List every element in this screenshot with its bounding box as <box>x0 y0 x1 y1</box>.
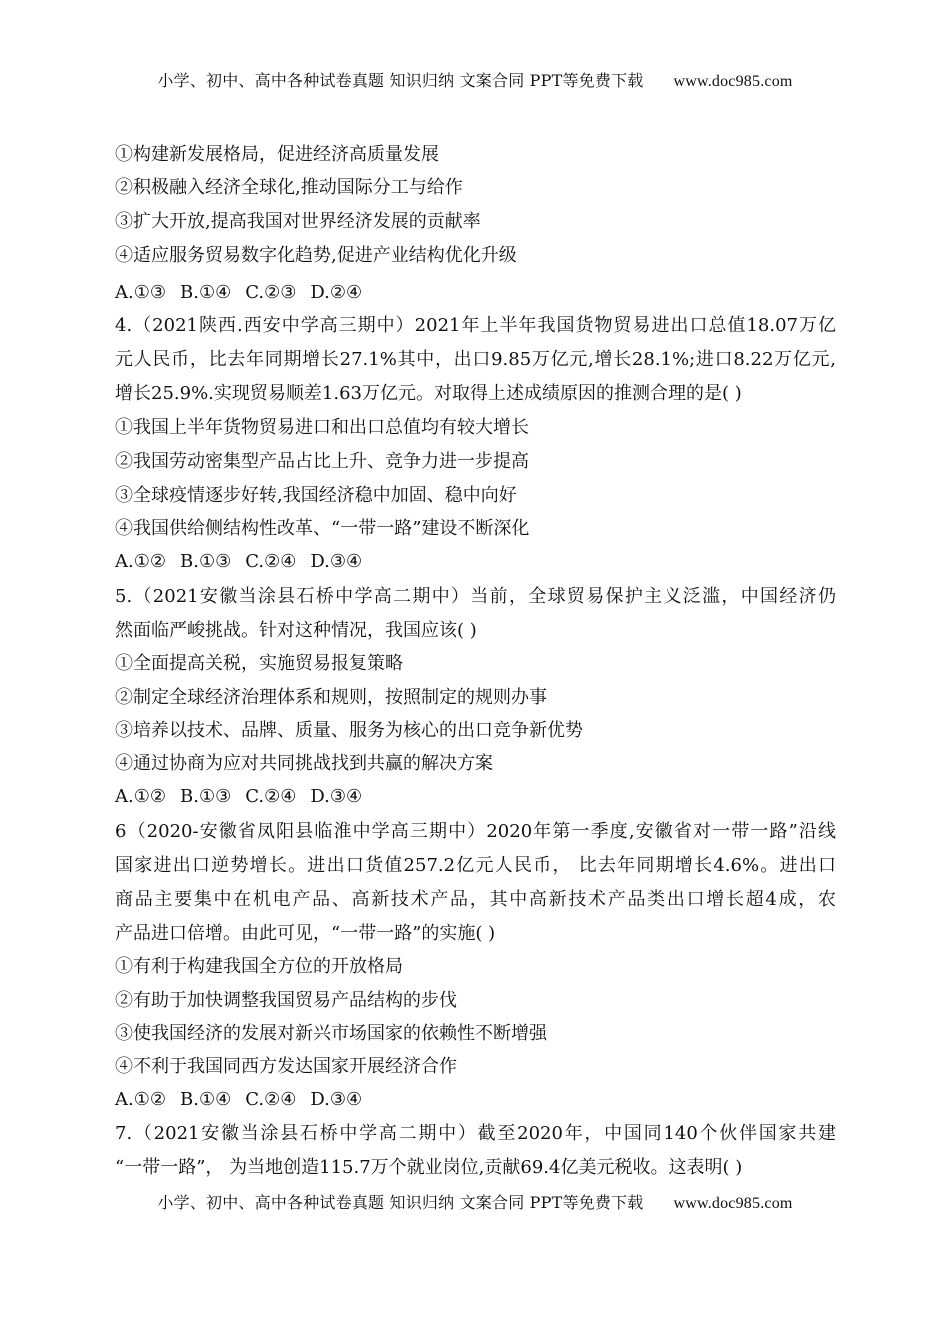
q6-option-1: ①有利于构建我国全方位的开放格局 <box>115 956 403 977</box>
q4-option-3: ③全球疫情逐步好转,我国经济稳中加固、稳中向好 <box>115 485 517 506</box>
page-footer <box>0 1190 950 1213</box>
footer-text: 小学、初中、高中各种试卷真题 知识归纳 文案合同 PPT等免费下载 <box>157 1193 644 1212</box>
q3-choices <box>115 281 362 305</box>
q4-stem-line-1: 4.（2021陕西.西安中学高三期中）2021年上半年我国货物贸易进出口总值18.07万亿 <box>115 315 836 336</box>
q5-choice-c: C.②④ <box>245 786 297 807</box>
q7-stem-line-1: 7.（2021安徽当涂县石桥中学高二期中）截至2020年，中国同140个伙伴国家共建 <box>115 1123 836 1144</box>
q4-stem-line-3: 增长25.9%.实现贸易顺差1.63万亿元。对取得上述成绩原因的推测合理的是( ) <box>115 383 742 404</box>
q6-option-2: ②有助于加快调整我国贸易产品结构的步伐 <box>115 990 457 1011</box>
q6-choice-c: C.②④ <box>245 1089 297 1110</box>
q6-option-3: ③使我国经济的发展对新兴市场国家的依赖性不断增强 <box>115 1023 547 1044</box>
q4-choices <box>115 550 362 574</box>
q3-choice-b: B.①④ <box>180 282 232 303</box>
q7-stem-line-2: “一带一路”， 为当地创造115.7万个就业岗位,贡献69.4亿美元税收。这表明( ) <box>115 1157 743 1178</box>
q3-choice-d: D.②④ <box>310 282 363 303</box>
q3-option-1: ①构建新发展格局，促进经济高质量发展 <box>115 144 439 165</box>
q4-option-2: ②我国劳动密集型产品占比上升、竞争力进一步提高 <box>115 451 529 472</box>
q6-choice-b: B.①④ <box>180 1089 232 1110</box>
q6-stem-line-2: 国家进出口逆势增长。进出口货值257.2亿元人民币， 比去年同期增长4.6%。进出口 <box>115 855 836 876</box>
page-header <box>0 68 950 91</box>
q5-choices <box>115 785 362 809</box>
header-text: 小学、初中、高中各种试卷真题 知识归纳 文案合同 PPT等免费下载 <box>157 71 644 90</box>
footer-site-link[interactable]: www.doc985.com <box>673 1195 793 1212</box>
q4-stem-line-2: 元人民币，比去年同期增长27.1%其中，出口9.85万亿元,增长28.1%;进口8.22万亿元, <box>115 349 836 370</box>
q4-option-4: ④我国供给侧结构性改革、“一带一路”建设不断深化 <box>115 518 530 539</box>
q6-stem-line-3: 商品主要集中在机电产品、高新技术产品，其中高新技术产品类出口增长超4成，农 <box>115 889 836 910</box>
q5-choice-b: B.①③ <box>180 786 232 807</box>
q3-option-2: ②积极融入经济全球化,推动国际分工与给作 <box>115 177 463 198</box>
q4-choice-d: D.③④ <box>310 551 363 572</box>
q5-option-3: ③培养以技术、品牌、质量、服务为核心的出口竞争新优势 <box>115 720 583 741</box>
q3-choice-c: C.②③ <box>245 282 297 303</box>
q3-option-4: ④适应服务贸易数字化趋势,促进产业结构优化升级 <box>115 245 517 266</box>
q6-option-4: ④不利于我国同西方发达国家开展经济合作 <box>115 1056 457 1077</box>
q4-choice-a: A.①② <box>115 551 166 572</box>
q5-stem-line-2: 然面临严峻挑战。针对这种情况，我国应该( ) <box>115 620 477 641</box>
q4-choice-c: C.②④ <box>245 551 297 572</box>
q6-stem-line-1: 6（2020-安徽省凤阳县临淮中学高三期中）2020年第一季度,安徽省对一带一路”沿线 <box>115 821 836 842</box>
q6-choices <box>115 1088 362 1112</box>
q6-stem-line-4: 产品进口倍增。由此可见，“一带一路”的实施( ) <box>115 923 496 944</box>
q6-choice-a: A.①② <box>115 1089 166 1110</box>
q4-choice-b: B.①③ <box>180 551 232 572</box>
q5-choice-a: A.①② <box>115 786 166 807</box>
q5-option-2: ②制定全球经济治理体系和规则，按照制定的规则办事 <box>115 687 547 708</box>
q5-choice-d: D.③④ <box>310 786 363 807</box>
header-site-link[interactable]: www.doc985.com <box>673 73 793 90</box>
q5-option-1: ①全面提高关税，实施贸易报复策略 <box>115 653 403 674</box>
q3-choice-a: A.①③ <box>115 282 166 303</box>
q5-option-4: ④通过协商为应对共同挑战找到共赢的解决方案 <box>115 753 493 774</box>
q4-option-1: ①我国上半年货物贸易进口和出口总值均有较大增长 <box>115 417 529 438</box>
q6-choice-d: D.③④ <box>310 1089 363 1110</box>
q5-stem-line-1: 5.（2021安徽当涂县石桥中学高二期中）当前，全球贸易保护主义泛滥，中国经济仍 <box>115 586 836 607</box>
q3-option-3: ③扩大开放,提高我国对世界经济发展的贡献率 <box>115 211 481 232</box>
